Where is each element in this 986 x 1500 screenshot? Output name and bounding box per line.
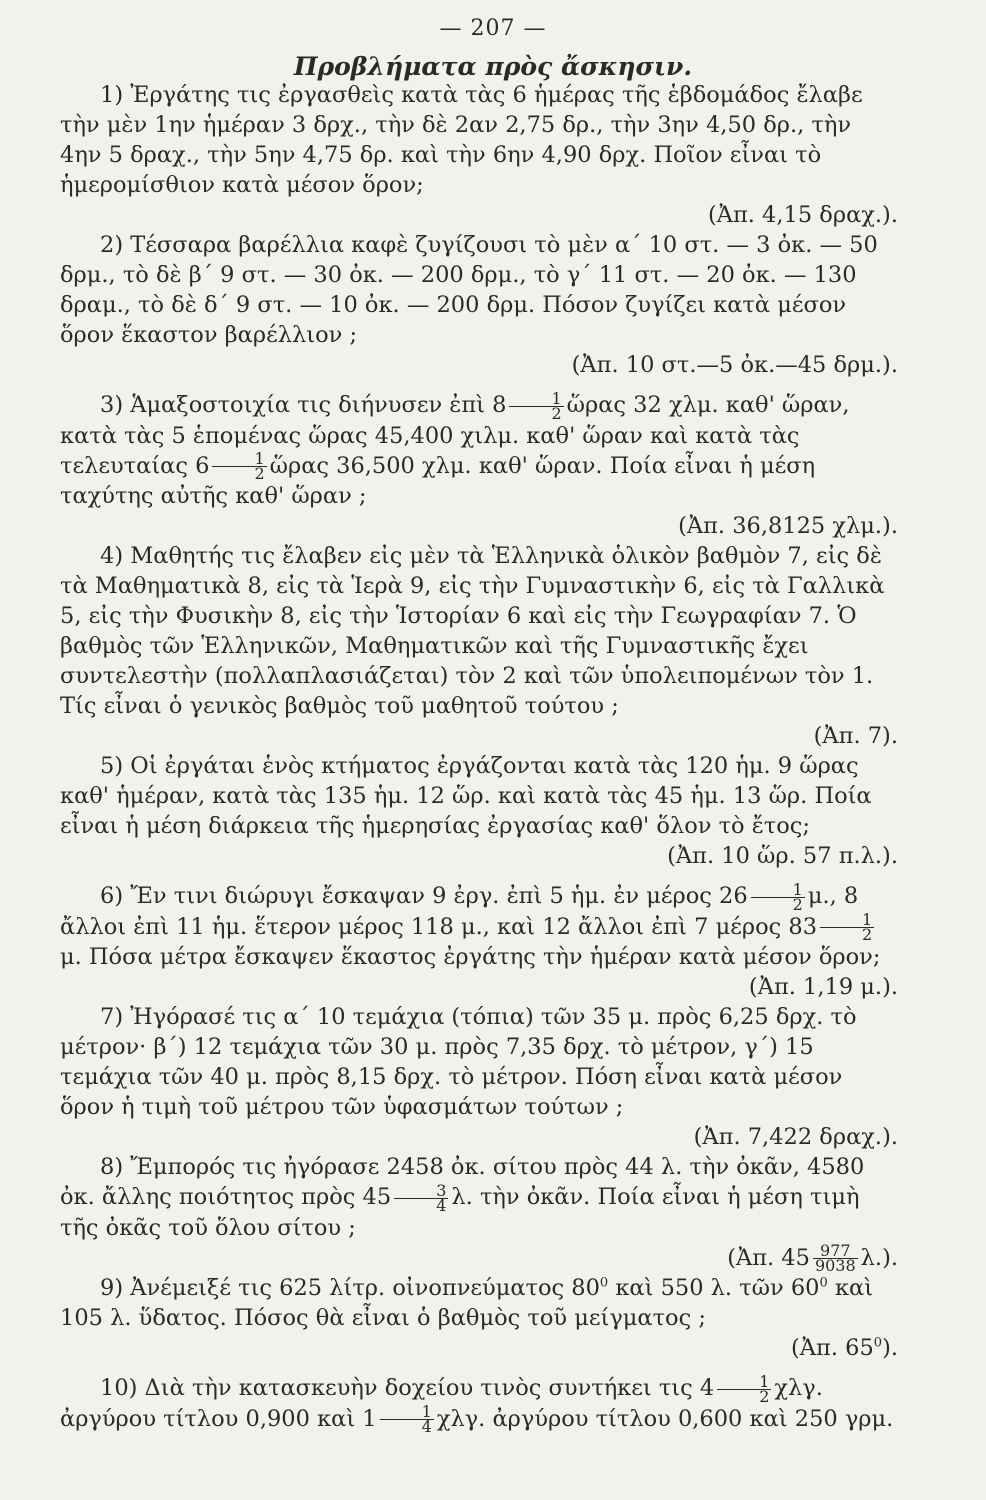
problem-3: 3) Ἁμαξοστοιχία τις διήνυσεν ἐπὶ 8 $\frac{1}{2}$ ὥρας 32 χλμ. καθ' ὥραν, κατὰ τὰς 5 ἑπομένας ὥρας 45,400 χιλμ. καθ' ὥραν καὶ κατὰ τὰς τελευταίας 6 $\frac{1}{2}$ ὥρας 36,500 χλμ. καθ' ὥραν. Ποία εἶναι ἡ μέση ταχύτης αὐτῆς καθ' ὥραν ; [60, 388, 850, 509]
answer-2: (Ἀπ. 10 στ.—5 ὀκ.—45 δρμ.). [571, 352, 898, 378]
answer-7: (Ἀπ. 7,422 δραχ.). [693, 1124, 898, 1150]
problem-2: 2) Τέσσαρα βαρέλλια καφὲ ζυγίζουσι τὸ μὲν α΄ 10 στ. — 3 ὀκ. — 50 δρμ., τὸ δὲ β΄ 9 στ. — 30 ὀκ. — 200 δρμ., τὸ γ΄ 11 στ. — 20 ὀκ. — 130 δραμ., τὸ δὲ δ΄ 9 στ. — 10 ὀκ. — 200 δρμ. Πόσον ζυγίζει κατὰ μέσον ὅρον ἕκαστον βαρέλλιον ; [60, 232, 878, 348]
fraction: $\frac{977}{9038}$ [814, 1241, 856, 1275]
problem-6: 6) Ἔν τινι διώρυγι ἔσκαψαν 9 ἐργ. ἐπὶ 5 ἡμ. ἐν μέρος 26 $\frac{1}{2}$ μ., 8 ἄλλοι ἐπὶ 11 ἡμ. ἕτερον μέρος 118 μ., καὶ 12 ἄλλοι ἐπὶ 7 μέρος 83 $\frac{1}{2}$ μ. Πόσα μέτρα ἔσκαψεν ἕκαστος ἐργάτης τὴν ἡμέραν κατὰ μέσον ὅρον; [60, 879, 881, 970]
problem-8: 8) Ἔμπορός τις ἠγόρασε 2458 ὀκ. σίτου πρὸς 44 λ. τὴν ὀκᾶν, 4580 ὀκ. ἄλλης ποιότητος πρὸς 45 $\frac{3}{4}$ λ. τὴν ὀκᾶν. Ποία εἶναι ἡ μέση τιμὴ τῆς ὀκᾶς τοῦ ὅλου σίτου ; [60, 1154, 865, 1241]
problem-4: 4) Μαθητής τις ἔλαβεν εἰς μὲν τὰ Ἑλληνικὰ ὁλικὸν βαθμὸν 7, εἰς δὲ τὰ Μαθηματικὰ 8, εἰς τὰ Ἱερὰ 9, εἰς τὴν Γυμναστικὴν 6, εἰς τὰ Γαλλικὰ 5, εἰς τὴν Φυσικὴν 8, εἰς τὴν Ἱστορίαν 6 καὶ εἰς τὴν Γεωγραφίαν 7. Ὁ βαθμὸς τῶν Ἑλληνικῶν, Μαθηματικῶν καὶ τῆς Γυμναστικῆς ἔχει συντελεστὴν (πολλαπλασιάζεται) τὸν 2 καὶ τῶν ὑπολειπομένων τὸν 1. Τίς εἶναι ὁ γενικὸς βαθμὸς τοῦ μαθητοῦ τούτου ; [60, 543, 885, 719]
answer-4: (Ἀπ. 7). [813, 723, 898, 749]
problem-9: 9) Ἀνέμειξέ τις 625 λίτρ. οἰνοπνεύματος $80^0$ καὶ 550 λ. τῶν $60^0$ καὶ 105 λ. ὕδατος. Πόσος θὰ εἶναι ὁ βαθμὸς τοῦ μείγματος ; [60, 1275, 874, 1331]
problem-7: 7) Ἠγόρασέ τις α΄ 10 τεμάχια (τόπια) τῶν 35 μ. πρὸς 6,25 δρχ. τὸ μέτρον· β΄) 12 τεμάχια τῶν 30 μ. πρὸς 7,35 δρχ. τὸ μέτρον, γ΄) 15 τεμάχια τῶν 40 μ. πρὸς 8,15 δρχ. τὸ μέτρον. Πόση εἶναι κατὰ μέσον ὅρον ἡ τιμὴ τοῦ μέτρου τῶν ὑφασμάτων τούτων ; [60, 1004, 857, 1120]
fraction: $\frac{1}{4}$ [380, 1405, 434, 1434]
fraction: $\frac{1}{2}$ [212, 452, 266, 481]
answer-3: (Ἀπ. 36,8125 χλμ.). [678, 513, 898, 539]
fraction: $\frac{3}{4}$ [394, 1184, 448, 1213]
problem-1: 1) Ἐργάτης τις ἐργασθεὶς κατὰ τὰς 6 ἡμέρας τῆς ἑβδομάδος ἔλαβε τὴν μὲν 1ην ἡμέραν 3 δρχ., τὴν δὲ 2αν 2,75 δρ., τὴν 3ην 4,50 δρ., τὴν 4ην 5 δραχ., τὴν 5ην 4,75 δρ. καὶ τὴν 6ην 4,90 δρχ. Ποῖον εἶναι τὸ ἡμερομίσθιον κατὰ μέσον ὅρον; [60, 82, 863, 198]
problems-text [60, 80, 898, 1434]
fraction: $\frac{1}{2}$ [751, 883, 805, 912]
fraction: $\frac{1}{2}$ [509, 392, 563, 421]
problem-10: 10) Διὰ τὴν κατασκευὴν δοχείου τινὸς συντήκει τις 4 $\frac{1}{2}$ χλγ. ἀργύρου τίτλου 0,900 καὶ 1 $\frac{1}{4}$ χλγ. ἀργύρου τίτλου 0,600 καὶ 250 γρμ. [60, 1371, 894, 1436]
page-number: — 207 — [439, 16, 547, 41]
fraction: $\frac{1}{2}$ [717, 1375, 771, 1404]
fraction: $\frac{1}{2}$ [820, 913, 874, 942]
problem-5: 5) Οἱ ἐργάται ἑνὸς κτήματος ἐργάζονται κατὰ τὰς 120 ἡμ. 9 ὥρας καθ' ἡμέραν, κατὰ τὰς 135 ἡμ. 12 ὥρ. καὶ κατὰ τὰς 45 ἡμ. 13 ὥρ. Ποία εἶναι ἡ μέση διάρκεια τῆς ἡμερησίας ἐργασίας καθ' ὅλον τὸ ἔτος; [60, 753, 872, 839]
answer-6: (Ἀπ. 1,19 μ.). [748, 974, 898, 1000]
answer-8: (Ἀπ. 45 $\frac{977}{9038}$ λ.). [727, 1241, 898, 1275]
answer-9: (Ἀπ. $65^0$). [791, 1335, 898, 1361]
section-title: Προβλήματα πρὸς ἄσκησιν. [293, 52, 693, 81]
answer-1: (Ἀπ. 4,15 δραχ.). [707, 202, 898, 228]
answer-5: (Ἀπ. 10 ὥρ. 57 π.λ.). [667, 843, 898, 869]
